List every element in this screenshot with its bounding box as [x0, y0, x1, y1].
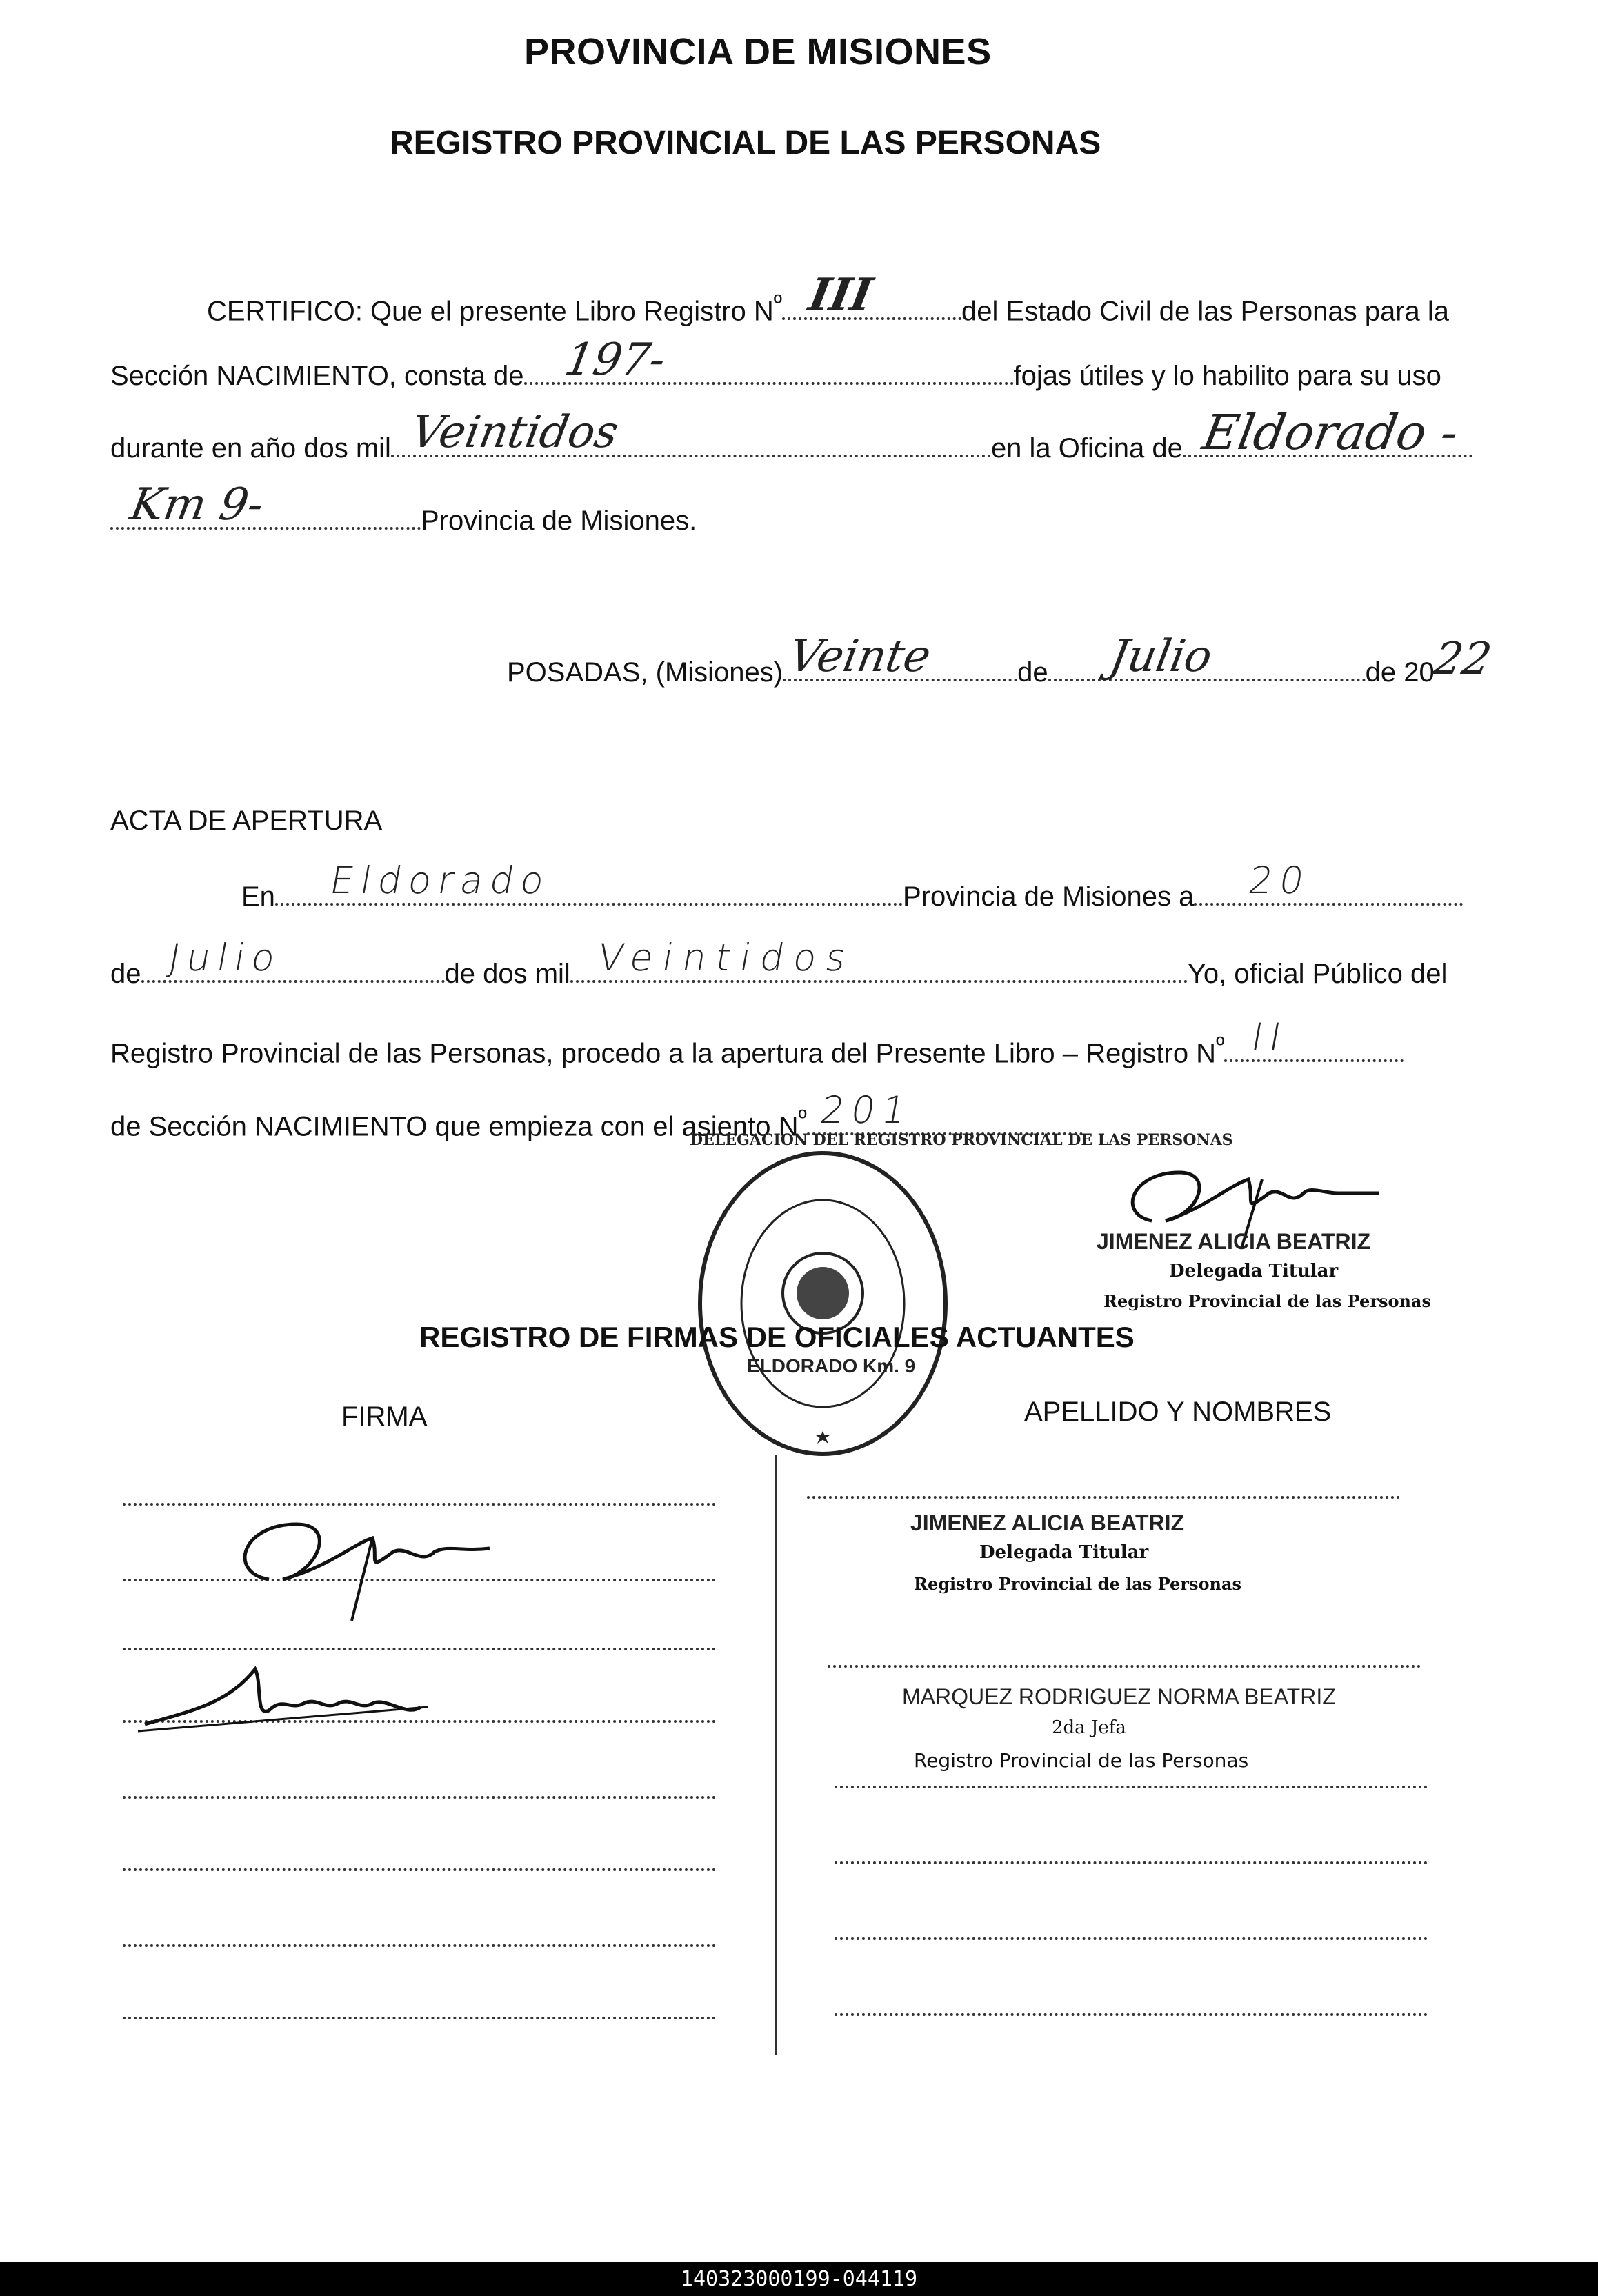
cert-line-3 [110, 404, 1472, 469]
handwritten-dia-acta: 20 [1245, 859, 1315, 902]
handwritten-oficina: Eldorado - [1198, 404, 1463, 461]
firmas-heading: REGISTRO DE FIRMAS DE OFICIALES ACTUANTES [419, 1321, 1135, 1353]
nombre-row [828, 1662, 1421, 1668]
entry-2-role: 2da Jefa [1052, 1717, 1126, 1738]
nombre-row [807, 1493, 1400, 1499]
document-code: 140323000199-044119 [680, 2267, 918, 2291]
signature-firma-1 [214, 1497, 503, 1621]
document-code-footer [0, 2262, 1598, 2296]
acta-line-3 [110, 1015, 1404, 1074]
cert-text: durante en año dos mil [110, 433, 391, 463]
official-role-top: Delegada Titular [1169, 1261, 1339, 1281]
cert-text: Provincia de Misiones. [421, 506, 697, 536]
acta-text: de [110, 959, 141, 989]
stamp-outer-text-line: DELEGACION DEL REGISTRO PROVINCIAL DE LAS PERSONAS [690, 1131, 1233, 1149]
handwritten-fojas: 197- [560, 335, 669, 386]
entry-1-name: JIMENEZ ALICIA BEATRIZ [910, 1510, 1185, 1535]
handwritten-asiento: 201 [817, 1088, 917, 1132]
handwritten-mes-acta: Julio [165, 936, 286, 979]
cert-line-4 [110, 479, 697, 541]
stamp-inner-text: ELDORADO Km. 9 [747, 1355, 916, 1377]
acta-text: º [798, 1106, 807, 1131]
firma-row [123, 1793, 716, 1799]
firma-row [123, 1866, 716, 1871]
cert-text: fojas útiles y lo habilito para su uso [1013, 361, 1441, 391]
nombre-row [835, 1783, 1428, 1788]
round-stamp [695, 1148, 950, 1459]
cert-date-line [507, 631, 1510, 693]
column-divider [775, 1455, 777, 2055]
round-stamp-graphic [695, 1148, 950, 1459]
acta-line-2 [110, 936, 1448, 995]
cert-text: CERTIFICO: Que el presente Libro Registro N [207, 296, 774, 327]
official-name-top: JIMENEZ ALICIA BEATRIZ [1097, 1229, 1371, 1254]
cert-line-1 [207, 269, 1450, 332]
cert-text: de [1017, 657, 1048, 688]
acta-text: de Sección NACIMIENTO que empieza con el asiento N [110, 1111, 799, 1142]
handwritten-libro-acta: II [1248, 1015, 1292, 1059]
official-org-top: Registro Provincial de las Personas [1103, 1291, 1431, 1311]
acta-line-1 [241, 859, 1463, 917]
cert-text: del Estado Civil de las Personas para la [961, 296, 1450, 327]
signature-firma-2 [131, 1641, 441, 1745]
handwritten-mes: Julio [1106, 631, 1216, 682]
acta-text: de dos mil [444, 959, 570, 989]
document-title: PROVINCIA DE MISIONES [524, 31, 992, 72]
document-subtitle: REGISTRO PROVINCIAL DE LAS PERSONAS [390, 125, 1101, 161]
handwritten-anio-acta: Veintidos [594, 936, 859, 979]
firma-row [123, 1941, 716, 1947]
firmas-col-firma: FIRMA [341, 1401, 428, 1432]
acta-text: Registro Provincial de las Personas, procedo a la apertura del Presente Libro – Registro N [110, 1038, 1217, 1069]
firma-row [123, 2014, 716, 2019]
cert-text: de 20 [1365, 657, 1435, 688]
cert-line-2 [110, 335, 1441, 397]
handwritten-lugar: Eldorado [326, 859, 555, 902]
handwritten-localidad: Km 9- [126, 479, 268, 530]
nombre-row [835, 1859, 1428, 1864]
acta-text: Yo, oficial Público del [1187, 959, 1448, 989]
entry-1-org: Registro Provincial de las Personas [914, 1574, 1241, 1594]
entry-2-name: MARQUEZ RODRIGUEZ NORMA BEATRIZ [902, 1684, 1336, 1709]
entry-1-role: Delegada Titular [979, 1542, 1149, 1563]
handwritten-anio: Veintidos [407, 407, 622, 458]
acta-text: Provincia de Misiones a [902, 881, 1195, 912]
acta-text: º [1216, 1032, 1225, 1058]
cert-text: Sección NACIMIENTO, consta de [110, 361, 524, 391]
handwritten-dia: Veinte [785, 631, 935, 682]
firmas-col-nombres: APELLIDO Y NOMBRES [1024, 1397, 1332, 1427]
entry-2-org: Registro Provincial de las Personas [914, 1749, 1249, 1772]
nombre-row [835, 2010, 1428, 2016]
cert-text: º [773, 290, 782, 316]
acta-text: En [241, 881, 275, 912]
acta-heading: ACTA DE APERTURA [110, 806, 383, 836]
handwritten-libro-number: III [805, 269, 877, 321]
handwritten-anio-corto: 22 [1430, 634, 1495, 685]
nombre-row [835, 1935, 1428, 1940]
cert-text: en la Oficina de [990, 433, 1183, 463]
stamp-outer-text-visible [690, 1131, 1233, 1149]
cert-text: POSADAS, (Misiones) [507, 657, 783, 688]
